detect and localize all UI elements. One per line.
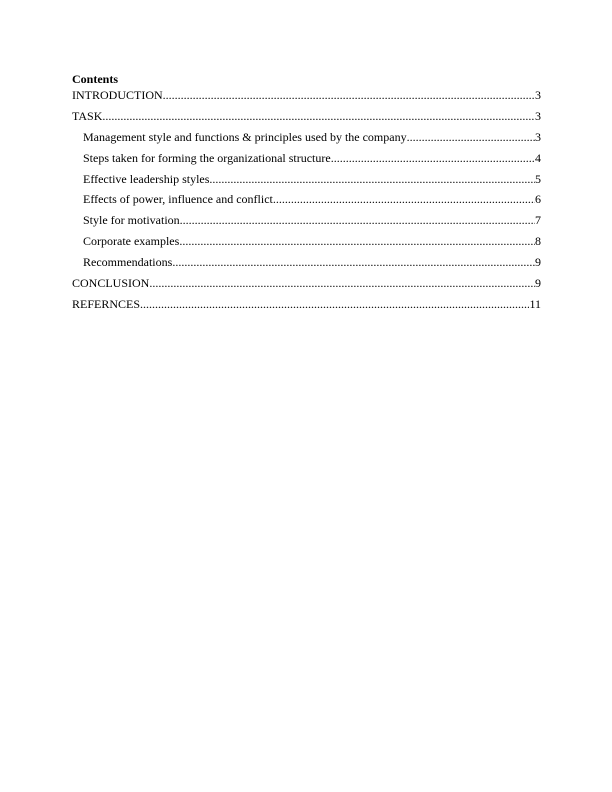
toc-list bbox=[72, 88, 541, 311]
toc-entry-recommendations[interactable] bbox=[72, 255, 541, 269]
toc-entry-label: Recommendations bbox=[83, 255, 173, 270]
toc-entry-page: 7 bbox=[535, 213, 541, 228]
toc-entry-conclusion[interactable] bbox=[72, 276, 541, 290]
toc-entry-introduction[interactable] bbox=[72, 88, 541, 102]
dot-leader bbox=[273, 192, 535, 206]
toc-entry-corporate-examples[interactable] bbox=[72, 234, 541, 248]
toc-entry-page: 11 bbox=[529, 296, 541, 311]
table-of-contents bbox=[72, 72, 541, 311]
dot-leader bbox=[163, 88, 535, 102]
toc-entry-label: CONCLUSION bbox=[72, 276, 150, 291]
toc-entry-label: INTRODUCTION bbox=[72, 88, 163, 102]
toc-entry-references[interactable] bbox=[72, 297, 541, 311]
dot-leader bbox=[149, 276, 535, 290]
toc-entry-page: 5 bbox=[535, 171, 541, 186]
toc-entry-label: Style for motivation bbox=[83, 213, 180, 228]
toc-entry-page: 9 bbox=[535, 276, 541, 291]
toc-entry-label: Effects of power, influence and conflict bbox=[83, 192, 273, 207]
dot-leader bbox=[179, 234, 535, 248]
toc-entry-task[interactable] bbox=[72, 109, 541, 123]
toc-heading: Contents bbox=[72, 72, 119, 86]
toc-entry-page: 9 bbox=[535, 255, 541, 270]
toc-entry-organizational-structure[interactable] bbox=[72, 151, 541, 165]
dot-leader bbox=[209, 172, 535, 186]
toc-entry-label: Steps taken for forming the organizational structure bbox=[83, 150, 331, 165]
toc-entry-label: Corporate examples bbox=[83, 234, 180, 249]
toc-entry-page: 4 bbox=[535, 150, 541, 165]
toc-entry-label: Management style and functions & principles used by the company bbox=[83, 129, 407, 144]
dot-leader bbox=[180, 213, 535, 227]
toc-entry-page: 8 bbox=[535, 234, 541, 249]
toc-entry-power-influence-conflict[interactable] bbox=[72, 192, 541, 206]
toc-entry-label: TASK bbox=[72, 108, 103, 123]
toc-entry-page: 3 bbox=[535, 129, 541, 144]
toc-entry-label: REFERNCES bbox=[72, 296, 141, 311]
dot-leader bbox=[102, 109, 535, 123]
toc-entry-label: Effective leadership styles bbox=[83, 171, 210, 186]
dot-leader bbox=[331, 151, 535, 165]
toc-entry-page: 3 bbox=[535, 108, 541, 123]
toc-entry-motivation[interactable] bbox=[72, 213, 541, 227]
toc-entry-page: 6 bbox=[535, 192, 541, 207]
dot-leader bbox=[407, 130, 535, 144]
toc-entry-management-style[interactable] bbox=[72, 130, 541, 144]
toc-entry-leadership-styles[interactable] bbox=[72, 172, 541, 186]
toc-entry-page: 3 bbox=[535, 88, 541, 102]
dot-leader bbox=[140, 297, 529, 311]
dot-leader bbox=[172, 255, 535, 269]
